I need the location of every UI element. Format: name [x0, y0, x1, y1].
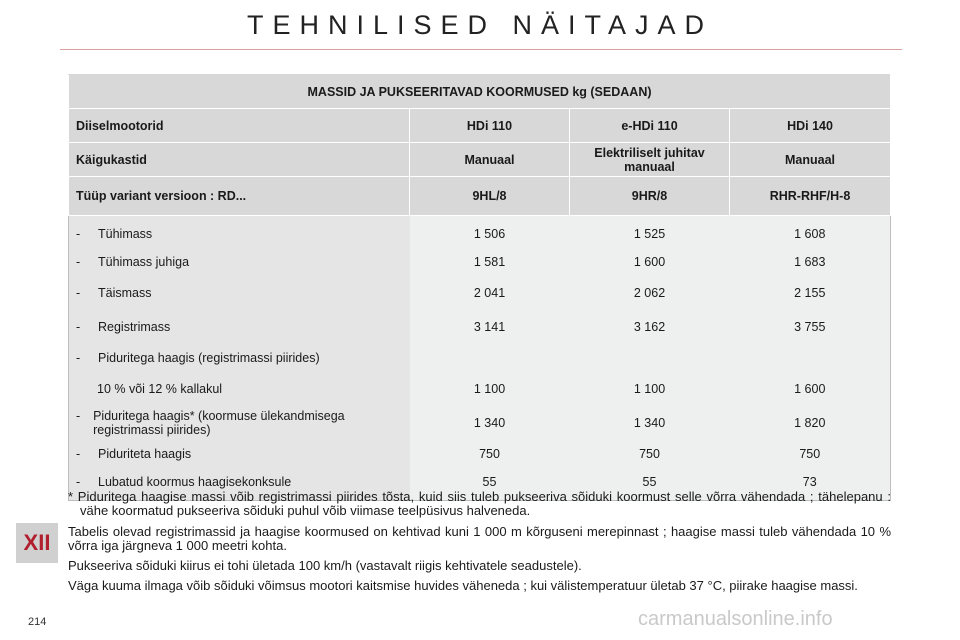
- header-cell: 9HL/8: [410, 177, 570, 216]
- table-row: [69, 216, 891, 249]
- row-value: [570, 344, 730, 372]
- row-value: 750: [570, 440, 730, 468]
- table-row: [69, 440, 891, 468]
- row-value: 1 525: [570, 216, 730, 249]
- row-value: [410, 344, 570, 372]
- row-value: 55: [410, 468, 570, 501]
- row-dash: -: [76, 286, 81, 300]
- row-label: Registrimass: [98, 320, 171, 334]
- row-label: 10 % või 12 % kallakul: [97, 382, 223, 396]
- row-value: 2 062: [570, 276, 730, 310]
- table-row: [69, 276, 891, 310]
- row-label: Piduritega haagis* (koormuse ülekandmisega registrimassi piirides): [93, 409, 345, 437]
- row-value: 3 755: [730, 310, 891, 344]
- row-dash: -: [76, 447, 81, 461]
- row-dash: -: [76, 409, 81, 423]
- row-value: 3 162: [570, 310, 730, 344]
- table-caption: MASSID JA PUKSEERITAVAD KOORMUSED kg (SEDAAN): [69, 75, 891, 109]
- row-value: 2 155: [730, 276, 891, 310]
- title-divider: [60, 49, 902, 50]
- table-row: [69, 372, 891, 406]
- header-cell: Manuaal: [410, 143, 570, 177]
- row-value: 750: [410, 440, 570, 468]
- masses-table: [68, 74, 891, 501]
- page-number: 214: [28, 616, 47, 628]
- table-row: [69, 406, 891, 440]
- row-value: 1 820: [730, 406, 891, 440]
- row-value: 1 100: [570, 372, 730, 406]
- row-value: 55: [570, 468, 730, 501]
- row-value: 1 581: [410, 248, 570, 276]
- header-cell: e-HDi 110: [570, 109, 730, 143]
- row-label: Tühimass: [98, 227, 153, 241]
- row-label: Lubatud koormus haagisekonksule: [98, 475, 292, 489]
- header-cell: HDi 110: [410, 109, 570, 143]
- header-cell: Manuaal: [730, 143, 891, 177]
- row-value: 3 141: [410, 310, 570, 344]
- row-dash: -: [76, 475, 81, 489]
- row-value: 73: [730, 468, 891, 501]
- header-cell: Elektriliselt juhitav manuaal: [570, 143, 730, 177]
- row-value: 1 340: [570, 406, 730, 440]
- chapter-tab: XII: [16, 523, 58, 563]
- row-label: Tühimass juhiga: [98, 255, 190, 269]
- row-dash: -: [76, 351, 81, 365]
- header-cell: HDi 140: [730, 109, 891, 143]
- note-paragraph: Tabelis olevad registrimassid ja haagise koormused on kehtivad kuni 1 000 m kõrguseni merepinnast ; haagise massi tuleb vähendada 10 % võrra iga järgneva 1 000 meetri kohta.: [68, 524, 891, 553]
- row-label: Piduriteta haagis: [98, 447, 192, 461]
- header-label-type: Tüüp variant versioon : RD...: [69, 177, 410, 216]
- row-label: Piduritega haagis (registrimassi piirides): [98, 351, 320, 365]
- row-dash: -: [76, 320, 81, 334]
- page-title: TEHNILISED NÄITAJAD: [246, 10, 714, 40]
- header-cell: 9HR/8: [570, 177, 730, 216]
- row-value: 1 683: [730, 248, 891, 276]
- notes-block: [68, 490, 891, 599]
- row-value: 750: [730, 440, 891, 468]
- note-paragraph: Pukseeriva sõiduki kiirus ei tohi ületada 100 km/h (vastavalt riigis kehtivatele seadustele).: [68, 558, 582, 573]
- row-value: 1 506: [410, 216, 570, 249]
- note-paragraph: Väga kuuma ilmaga võib sõiduki võimsus mootori kaitsmise huvides väheneda ; kui välistemperatuur ületab 37 °C, piirake haagise massi.: [68, 578, 858, 593]
- watermark: carmanualsonline.info: [638, 608, 833, 630]
- table-row: [69, 248, 891, 276]
- row-dash: -: [76, 227, 81, 241]
- row-value: [730, 344, 891, 372]
- row-value: 1 100: [410, 372, 570, 406]
- table-row: [69, 310, 891, 344]
- row-dash: -: [76, 255, 81, 269]
- footnote: * Piduritega haagise massi võib registrimassi piirides tõsta, kuid siis tuleb pukseeriva sõiduki koormust selle võrra vähendada ; tähelepanu : vähe koormatud pukseeriva sõiduki puhul võib viimase teelpüsivus halveneda.: [68, 489, 891, 518]
- table-row: [69, 344, 891, 372]
- row-value: 2 041: [410, 276, 570, 310]
- header-label-gearboxes: Käigukastid: [69, 143, 410, 177]
- header-label-engines: Diiselmootorid: [69, 109, 410, 143]
- row-value: 1 600: [730, 372, 891, 406]
- header-cell: RHR-RHF/H-8: [730, 177, 891, 216]
- row-value: 1 608: [730, 216, 891, 249]
- row-label: Täismass: [98, 286, 152, 300]
- row-value: 1 600: [570, 248, 730, 276]
- row-value: 1 340: [410, 406, 570, 440]
